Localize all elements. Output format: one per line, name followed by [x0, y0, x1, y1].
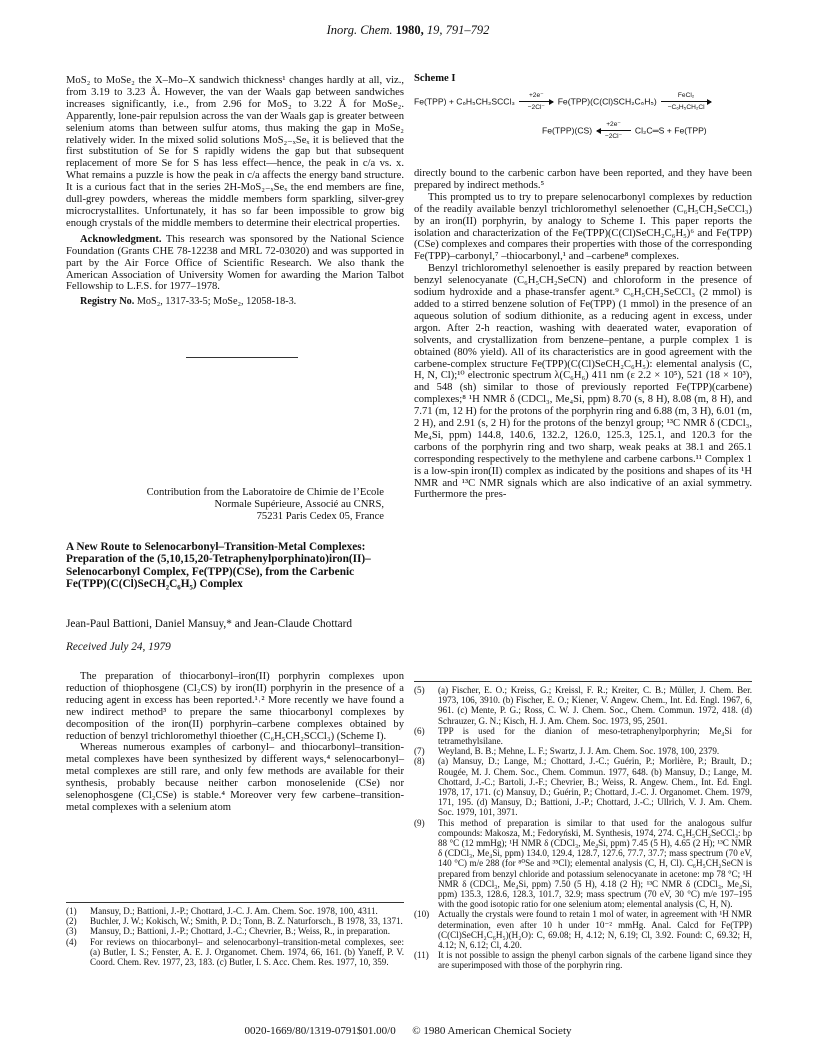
footnote-number: (3)	[66, 926, 77, 937]
arrow-label-top: +2e⁻	[528, 92, 544, 99]
article-authors: Jean-Paul Battioni, Daniel Mansuy,* and Jean-Claude Chottard	[66, 618, 353, 630]
article-separator	[186, 357, 298, 358]
footnote-number: (2)	[66, 916, 77, 927]
contribution-line: Normale Supérieure, Associé au CNRS,	[214, 499, 384, 510]
scheme-title: Scheme I	[414, 73, 456, 84]
footnote-number: (11)	[414, 950, 429, 961]
scheme-1	[414, 73, 754, 153]
footnote	[66, 926, 404, 936]
footnote-text: (a) Fischer, E. O.; Kreiss, G.; Kreissl, F. R.; Kreiter, C. B.; Müller, J. Chem. Ber. 1973, 106, 3910. (b) Fischer, E. O.; Kiener, V. Angew. Chem., Int. Ed. Engl. 1967, 6, 961. (c) Mente, P. G.; Ross, C. W. J. Chem. Soc., Chem. Commun. 1972, 418. (d) Schrauzer, G. N.; Kisch, H. J. Am. Chem. Soc. 1973, 95, 2501.	[438, 685, 752, 726]
article-title: A New Route to Selenocarbonyl–Transition-Metal Complexes: Preparation of the (5,10,15,20-Tetraphenylporphinato)iron(II)–Selenocarbonyl Complex, Fe(TPP)(CSe), from the Carbenic Fe(TPP)(C(Cl)SeCH₂C₆H₅) Complex	[66, 541, 371, 591]
footnote-rule	[66, 902, 404, 903]
journal-pages: 791–792	[445, 23, 490, 37]
arrow-label-bottom: −2Cl⁻	[604, 133, 623, 140]
footnote-text: Mansuy, D.; Battioni, J.-P.; Chottard, J.-C.; Chevrier, B.; Weiss, R., in preparation.	[90, 926, 390, 937]
reaction-arrow	[661, 92, 711, 111]
footnote	[414, 950, 752, 970]
footnote	[414, 726, 752, 746]
arrow-label-bottom: −C₆H₅CH₂Cl	[667, 104, 705, 111]
footnote	[414, 685, 752, 726]
footnote	[66, 906, 404, 916]
footnote	[414, 756, 752, 817]
right-body	[414, 168, 752, 501]
arrow-label-bottom: −2Cl⁻	[527, 104, 545, 111]
reaction-arrow	[519, 92, 553, 111]
paragraph: MoS₂ to MoSe₂ the X–Mo–X sandwich thickness¹ changes hardly at all, viz., from 3.19 to 3.23 Å. However, the van der Waals gap between sandwiches increases significantly, i.e., from 2.96 for MoS₂ to 3.22 Å for MoSe₂. Apparently, lone-pair repulsion across the van der Waals gap is greater between selenium atoms than between sulfur atoms, thus making the gap in MoSe₂ relatively wider. In the mixed solid solutions MoS₂₋ₓSeₓ it is believed that the first substitution of Se for S rapidly widens the gap but that subsequent replacement of more Se for S has less effect—hence, the peak in c/a vs. x. What remains a puzzle is how the peak in c/a affects the energy band structure. It is a curious fact that in the series 2H-MoS₂₋ₓSeₓ the end members are fine, dull-grey powders, whereas the middle members form sparkling, silver-grey microcrystallites. Unfortunately, it has so far been impossible to grow big enough crystals of the middle members to determine their electrical properties.	[66, 75, 404, 229]
scheme-line-2	[542, 121, 707, 140]
previous-article-end	[66, 75, 404, 308]
acknowledgment-text: This research was sponsored by the National Science Foundation (Grants CHE 78-12238 and MRL 72-03020) and was supported in part by the Air Force Office of Scientific Research. We also thank the American Association of University Women for awarding the Marion Talbot Fellowship to L.F.S. for 1977–1978.	[66, 233, 404, 293]
footnote-text: (a) Mansuy, D.; Lange, M.; Chottard, J.-C.; Guérin, P.; Morlière, P.; Brault, D.; Rougée, M. J. Chem. Soc., Chem. Commun. 1977, 648. (b) Mansuy, D.; Lange, M. Chottard, J.-C.; Bartoli, J.-F.; Chevrier, B.; Weiss, R. Angew. Chem., Int. Ed. Engl. 1978, 17, 171. (c) Mansuy, D.; Guérin, P.; Chottard, J.-C. J. Organomet. Chem. 1979, 171, 195. (d) Mansuy, D.; Battioni, J.-P.; Chottard, J.-C.; Ullrich, V. J. Am. Chem. Soc. 1979, 101, 3971.	[438, 756, 752, 818]
footer-copyright: © 1980 American Chemical Society	[412, 1025, 572, 1037]
scheme-products: Cl₂C═S + Fe(TPP)	[634, 125, 707, 136]
footnote	[414, 746, 752, 756]
arrow-label-top: +2e⁻	[606, 121, 621, 128]
contribution-address	[66, 487, 384, 523]
journal-year: 1980,	[395, 23, 424, 37]
footnote-number: (6)	[414, 725, 425, 736]
running-header	[0, 23, 816, 38]
footnote-rule	[414, 681, 752, 682]
footnote-text: TPP is used for the dianion of meso-tetraphenylporphyrin; Me₄Si for tetramethylsilane.	[438, 725, 752, 747]
journal-name: Inorg. Chem.	[326, 23, 393, 37]
footnote-number: (1)	[66, 906, 77, 916]
received-date: Received July 24, 1979	[66, 641, 171, 653]
footnote	[66, 916, 404, 926]
footnote-text: This method of preparation is similar to that used for the analogous sulfur compounds: Makosza, M.; Fedoryński, M. Synthesis, 1974, 274. C₆H₅CH₂SeCCl₃: bp 88 °C (12 mmHg); ¹H NMR δ (CDCl₃, Me₄Si, ppm) 7.45 (5 H), 4.65 (2 H); ¹³C NMR δ (CDCl₃, Me₄Si, ppm) 134.0, 129.4, 128.7, 127.6, 77.7, 37.7; mass spectrum (70 eV, 140 °C) m/e 288 (for ⁸⁰Se and ³⁵Cl); elemental analysis (C, H, Cl). C₆H₅CH₂SeCN is prepared from benzyl chloride and potassium selenocyanate in acetone: mp 78 °C; ¹H NMR δ (CDCl₃, Me₄Si, ppm) 7.50 (5 H), 4.18 (2 H); ¹³C NMR δ (CDCl₃, Me₄Si, ppm) 135.3, 128.6, 128.3, 101.7, 32.9; mass spectrum (70 eV, 30 °C) m/e 197–195 with the good isotopic ratio for one selenium atom; elemental analysis (C, H, N).	[438, 817, 752, 910]
footnote-number: (8)	[414, 756, 425, 767]
footnote-number: (5)	[414, 685, 425, 695]
page-footer	[0, 1025, 816, 1037]
footnote-number: (4)	[66, 936, 77, 947]
scheme-line-1	[414, 92, 713, 111]
registry-label: Registry No.	[80, 296, 135, 308]
reaction-arrow	[597, 121, 631, 140]
registry-numbers	[66, 296, 404, 308]
scheme-reactants: Fe(TPP) + C₆H₅CH₂SCCl₃	[414, 96, 515, 107]
contribution-line: Contribution from the Laboratoire de Chimie de l’Ecole	[146, 487, 384, 498]
footnote-number: (9)	[414, 817, 425, 828]
footnote	[414, 818, 752, 910]
footnote-number: (7)	[414, 746, 425, 757]
left-body	[66, 671, 404, 814]
paragraph: This prompted us to try to prepare selenocarbonyl complexes by reduction of the readily available benzyl trichloromethyl selenoether (C₆H₅CH₂SeCCl₃) by an iron(II) porphyrin, by analogy to Scheme I. This paper reports the isolation and characterization of the Fe(TPP)(C(Cl)SeCH₂C₆H₅)⁶ and Fe(TPP)(CSe) complexes and compares their properties with those of the corresponding Fe(TPP)–carbonyl,⁷ –thiocarbonyl,¹ and –carbene⁸ complexes.	[414, 191, 752, 263]
arrow-shaft	[597, 130, 631, 131]
footer-code: 0020-1669/80/1319-0791$01.00/0	[244, 1025, 396, 1037]
contribution-line: 75231 Paris Cedex 05, France	[256, 511, 384, 522]
footnote-text: Mansuy, D.; Battioni, J.-P.; Chottard, J.-C. J. Am. Chem. Soc. 1978, 100, 4311.	[90, 906, 378, 916]
footnote	[414, 909, 752, 950]
acknowledgment-label: Acknowledgment.	[80, 233, 162, 245]
footnote-text: Weyland, B. B.; Mehne, L. F.; Swartz, J. J. Am. Chem. Soc. 1978, 100, 2379.	[438, 746, 720, 757]
acknowledgment	[66, 234, 404, 294]
paragraph: directly bound to the carbenic carbon have been reported, and they have been prepared by indirect methods.⁵	[414, 168, 752, 191]
arrow-shaft	[519, 101, 553, 102]
scheme-thiocarbonyl-complex: Fe(TPP)(CS)	[542, 125, 593, 136]
footnote	[66, 937, 404, 968]
footnote-text: It is not possible to assign the phenyl carbon signals of the carbene ligand since they are superimposed with those of the porphyrin ring.	[438, 950, 752, 971]
journal-volume: 19,	[426, 23, 443, 37]
paragraph: Benzyl trichloromethyl selenoether is easily prepared by reaction between benzyl selenocyanate (C₆H₅CH₂SeCN) and chloroform in the presence of sodium hydroxide and a phase-transfer agent.⁹ C₆H₅CH₂SeCCl₃ (2 mmol) is added to a stirred benzene solution of Fe(TPP) (1 mmol) in the presence of an aqueous solution of sodium dithionite, as a reducing agent in excess, under argon. After 2-h reaction, washing with deaerated water, evaporation of solvents, and crystallization from benzene–pentane, a purple complex 1 is obtained (80% yield). All of its characteristics are in good agreement with the carbene-complex structure Fe(TPP)(C(Cl)SeCH₂C₆H₅): elemental analysis (C, H, N, Cl);¹⁰ electronic spectrum λ(C₆H₆) 411 nm (ε 2.2 × 10⁵), 521 (18 × 10³), and 548 (sh) similar to those of previously reported Fe(TPP)(carbene) complexes;⁸ ¹H NMR δ (CDCl₃, Me₄Si, ppm) 8.70 (s, 8 H), 8.08 (m, 8 H), and 7.71 (m, 12 H) for the protons of the porphyrin ring and 6.88 (m, 3 H), 6.01 (m, 2 H), and 2.91 (s, 2 H) for the protons of the benzyl group; ¹³C NMR δ (CDCl₃, Me₄Si, ppm) 144.8, 140.6, 132.2, 126.0, 125.3, 125.1, and 120.3 for the carbons of the porphyrin ring and two sharp, weak peaks at 38.1 and 265.1 corresponding respectively to the methylene and carbene carbons.¹¹ Complex 1 is a low-spin iron(II) complex as indicated by the positions and shapes of its ¹H NMR and ¹³C NMR signals which are also indicative of an axial symmetry. Furthermore the pres-	[414, 263, 752, 501]
footnote-text: For reviews on thiocarbonyl– and selenocarbonyl–transition-metal complexes, see: (a) Butler, I. S.; Fenster, A. E. J. Organomet. Chem. 1974, 66, 161. (b) Yaneff, P. V. Coord. Chem. Rev. 1977, 23, 183. (c) Butler, I. S. Acc. Chem. Res. 1977, 10, 359.	[90, 936, 404, 968]
paragraph: The preparation of thiocarbonyl–iron(II) porphyrin complexes upon reduction of thiophosgene (Cl₂CS) by iron(II) porphyrin in the presence of a reducing agent in excess has been reported.¹˒² More recently we have found a new indirect method³ to prepare the same thiocarbonyl complexes by decomposition of the iron(II) porphyrin–carbene complexes obtained by reduction of benzyl trichloromethyl thioether (C₆H₅CH₂SCCl₃) (Scheme I).	[66, 671, 404, 742]
paragraph: Whereas numerous examples of carbonyl– and thiocarbonyl–transition-metal complexes have been synthesized by different ways,⁴ selenocarbonyl–metal complexes are still rare, and only few methods are available for their synthesis, probably because neither carbon monoselenide (CSe) nor selenophosgene (Cl₂CSe) is stable.⁴ Moreover very few carbene–transition-metal complexes with a selenium atom	[66, 742, 404, 813]
arrow-label-top: FeCl₂	[677, 92, 695, 99]
footnote-number: (10)	[414, 909, 430, 920]
arrow-shaft	[661, 101, 711, 102]
left-footnotes	[66, 906, 404, 967]
scheme-carbene-complex: Fe(TPP)(C(Cl)SCH₂C₆H₅)	[557, 96, 657, 107]
footnote-text: Actually the crystals were found to retain 1 mol of water, in agreement with ¹H NMR determination, even after 10 h under 10⁻² mmHg. Anal. Calcd for Fe(TPP)(C(Cl)SeCH₂C₆H₅)(H₂O): C, 69.08; H, 4.12; N, 6.19; Cl, 3.92. Found: C, 69.32; H, 4.12; N, 6.12; Cl, 4.20.	[438, 909, 752, 951]
registry-text: MoS₂, 1317-33-5; MoSe₂, 12058-18-3.	[134, 296, 297, 308]
footnote-text: Buchler, J. W.; Kokisch, W.; Smith, P. D.; Tonn, B. Z. Naturforsch., B 1978, 33, 1371.	[90, 916, 403, 927]
right-footnotes	[414, 685, 752, 971]
